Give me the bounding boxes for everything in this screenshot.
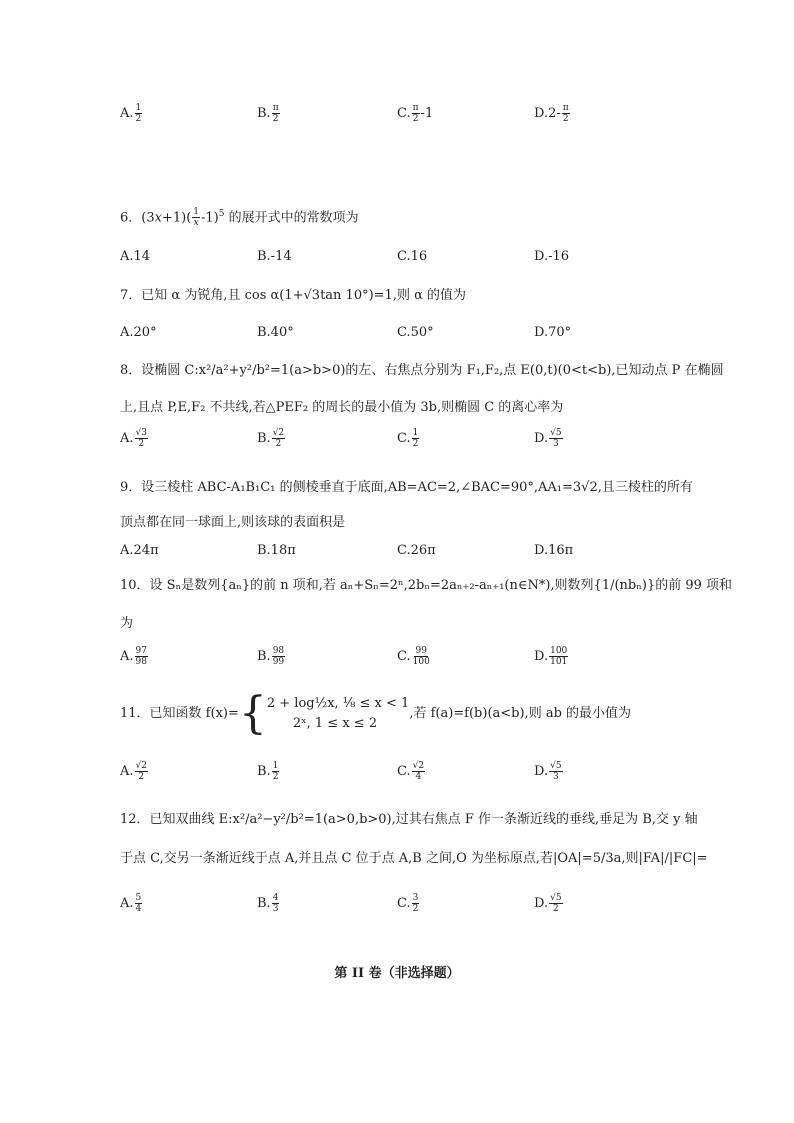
q5-option-c: C. $\frac{\pi}{2}$ -1 (397, 103, 434, 124)
q7-option-b: B.40° (257, 325, 294, 340)
q6-options (120, 249, 720, 277)
piece-2: 2ˣ, 1 ≤ x ≤ 2 (292, 716, 378, 731)
q10-stem-line2: 为 (120, 616, 134, 631)
q5-options (120, 103, 720, 131)
q9-stem-line1: 9．设三棱柱 ABC-A₁B₁C₁ 的侧棱垂直于底面,AB=AC=2,∠BAC=90°,AA₁=3√2,且三棱柱的所有 (120, 480, 693, 495)
q9-option-d: D.16π (534, 543, 574, 558)
q12-stem-line1: 12．已知双曲线 E:x²/a²−y²/b²=1(a>0,b>0),过其右焦点 F 作一条渐近线的垂线,垂足为 B,交 y 轴 (120, 812, 698, 827)
q9-stem-line2: 顶点都在同一球面上,则该球的表面积是 (120, 515, 346, 530)
q9-option-b: B.18π (257, 543, 296, 558)
q12-option-c: C. $\frac{3}{2}$ (397, 893, 419, 914)
q7-options (120, 325, 720, 353)
q8-option-b: B. $\frac{√2}{2}$ (257, 428, 285, 449)
q9-option-a: A.24π (120, 543, 159, 558)
piecewise-function (267, 694, 409, 734)
q12-options (120, 893, 720, 921)
q6-option-b: B.-14 (257, 249, 292, 264)
q11-options (120, 761, 720, 789)
q10-stem-line1: 10．设 Sₙ是数列{aₙ}的前 n 项和,若 aₙ+Sₙ=2ⁿ,2bₙ=2aₙ₊₂-aₙ₊₁(n∈N*),则数列{1/(nbₙ)}的前 99 项和 (120, 578, 733, 593)
q6-option-a: A.14 (120, 249, 151, 264)
q6-option-c: C.16 (397, 249, 428, 264)
q8-stem-line1: 8．设椭圆 C:x²/a²+y²/b²=1(a>b>0)的左、右焦点分别为 F₁,F₂,点 E(0,t)(0<t<b),已知动点 P 在椭圆 (120, 363, 724, 378)
q11-option-d: D. $\frac{√5}{3}$ (534, 761, 562, 782)
q5-option-d: D.2- $\frac{\pi}{2}$ (534, 103, 569, 124)
q9-options (120, 543, 720, 571)
q7-option-d: D.70° (534, 325, 572, 340)
q9-option-c: C.26π (397, 543, 436, 558)
q12-option-d: D. $\frac{√5}{2}$ (534, 893, 562, 914)
q12-option-a: A. $\frac{5}{4}$ (120, 893, 142, 914)
q7-option-a: A.20° (120, 325, 157, 340)
piece-1: 2 + log½x, ⅛ ≤ x < 1 (266, 696, 410, 711)
q8-option-d: D. $\frac{√5}{3}$ (534, 428, 562, 449)
q10-option-a: A. $\frac{97}{98}$ (120, 646, 147, 667)
q10-options (120, 646, 720, 674)
q8-option-a: A. $\frac{√3}{2}$ (120, 428, 147, 449)
piecewise-brace: { (238, 688, 267, 739)
q12-option-b: B. $\frac{4}{3}$ (257, 893, 279, 914)
q10-option-d: D. $\frac{100}{101}$ (534, 646, 568, 667)
q10-option-c: C. $\frac{99}{100}$ (397, 646, 430, 667)
q7-option-c: C.50° (397, 325, 434, 340)
q11-option-b: B. $\frac{1}{2}$ (257, 761, 279, 782)
q8-stem-line2: 上,且点 P,E,F₂ 不共线,若△PEF₂ 的周长的最小值为 3b,则椭圆 C 的离心率为 (120, 400, 564, 415)
q6-stem: 6．(3x+1)( $\frac{1}{x}$ -1)$^5$ 的展开式中的常数项为 (120, 207, 359, 229)
q12-stem-line2: 于点 C,交另一条渐近线于点 A,并且点 C 位于点 A,B 之间,O 为坐标原点,若|OA|=5/3a,则|FA|/|FC|= (120, 851, 708, 866)
q5-option-a: A. $\frac{1}{2}$ (120, 103, 142, 124)
q5-option-b: B. $\frac{\pi}{2}$ (257, 103, 279, 124)
section-title: 第 II 卷（非选择题） (334, 966, 460, 981)
q11-option-a: A. $\frac{√2}{2}$ (120, 761, 147, 782)
q11-option-c: C. $\frac{√2}{4}$ (397, 761, 425, 782)
q6-option-d: D.-16 (534, 249, 570, 264)
q7-stem: 7．已知 α 为锐角,且 cos α(1+√3tan 10°)=1,则 α 的值为 (120, 288, 467, 303)
q11-stem: 11． 已知函数 f(x)= { 2 + log½x, ⅛ ≤ x < 1 2ˣ, 1 ≤ x ≤ 2 ,若 f(a)=f(b)(a<b),则 ab 的最小值为 (120, 688, 632, 739)
q8-option-c: C. $\frac{1}{2}$ (397, 428, 419, 449)
q10-option-b: B. $\frac{98}{99}$ (257, 646, 285, 667)
q8-options (120, 428, 720, 456)
